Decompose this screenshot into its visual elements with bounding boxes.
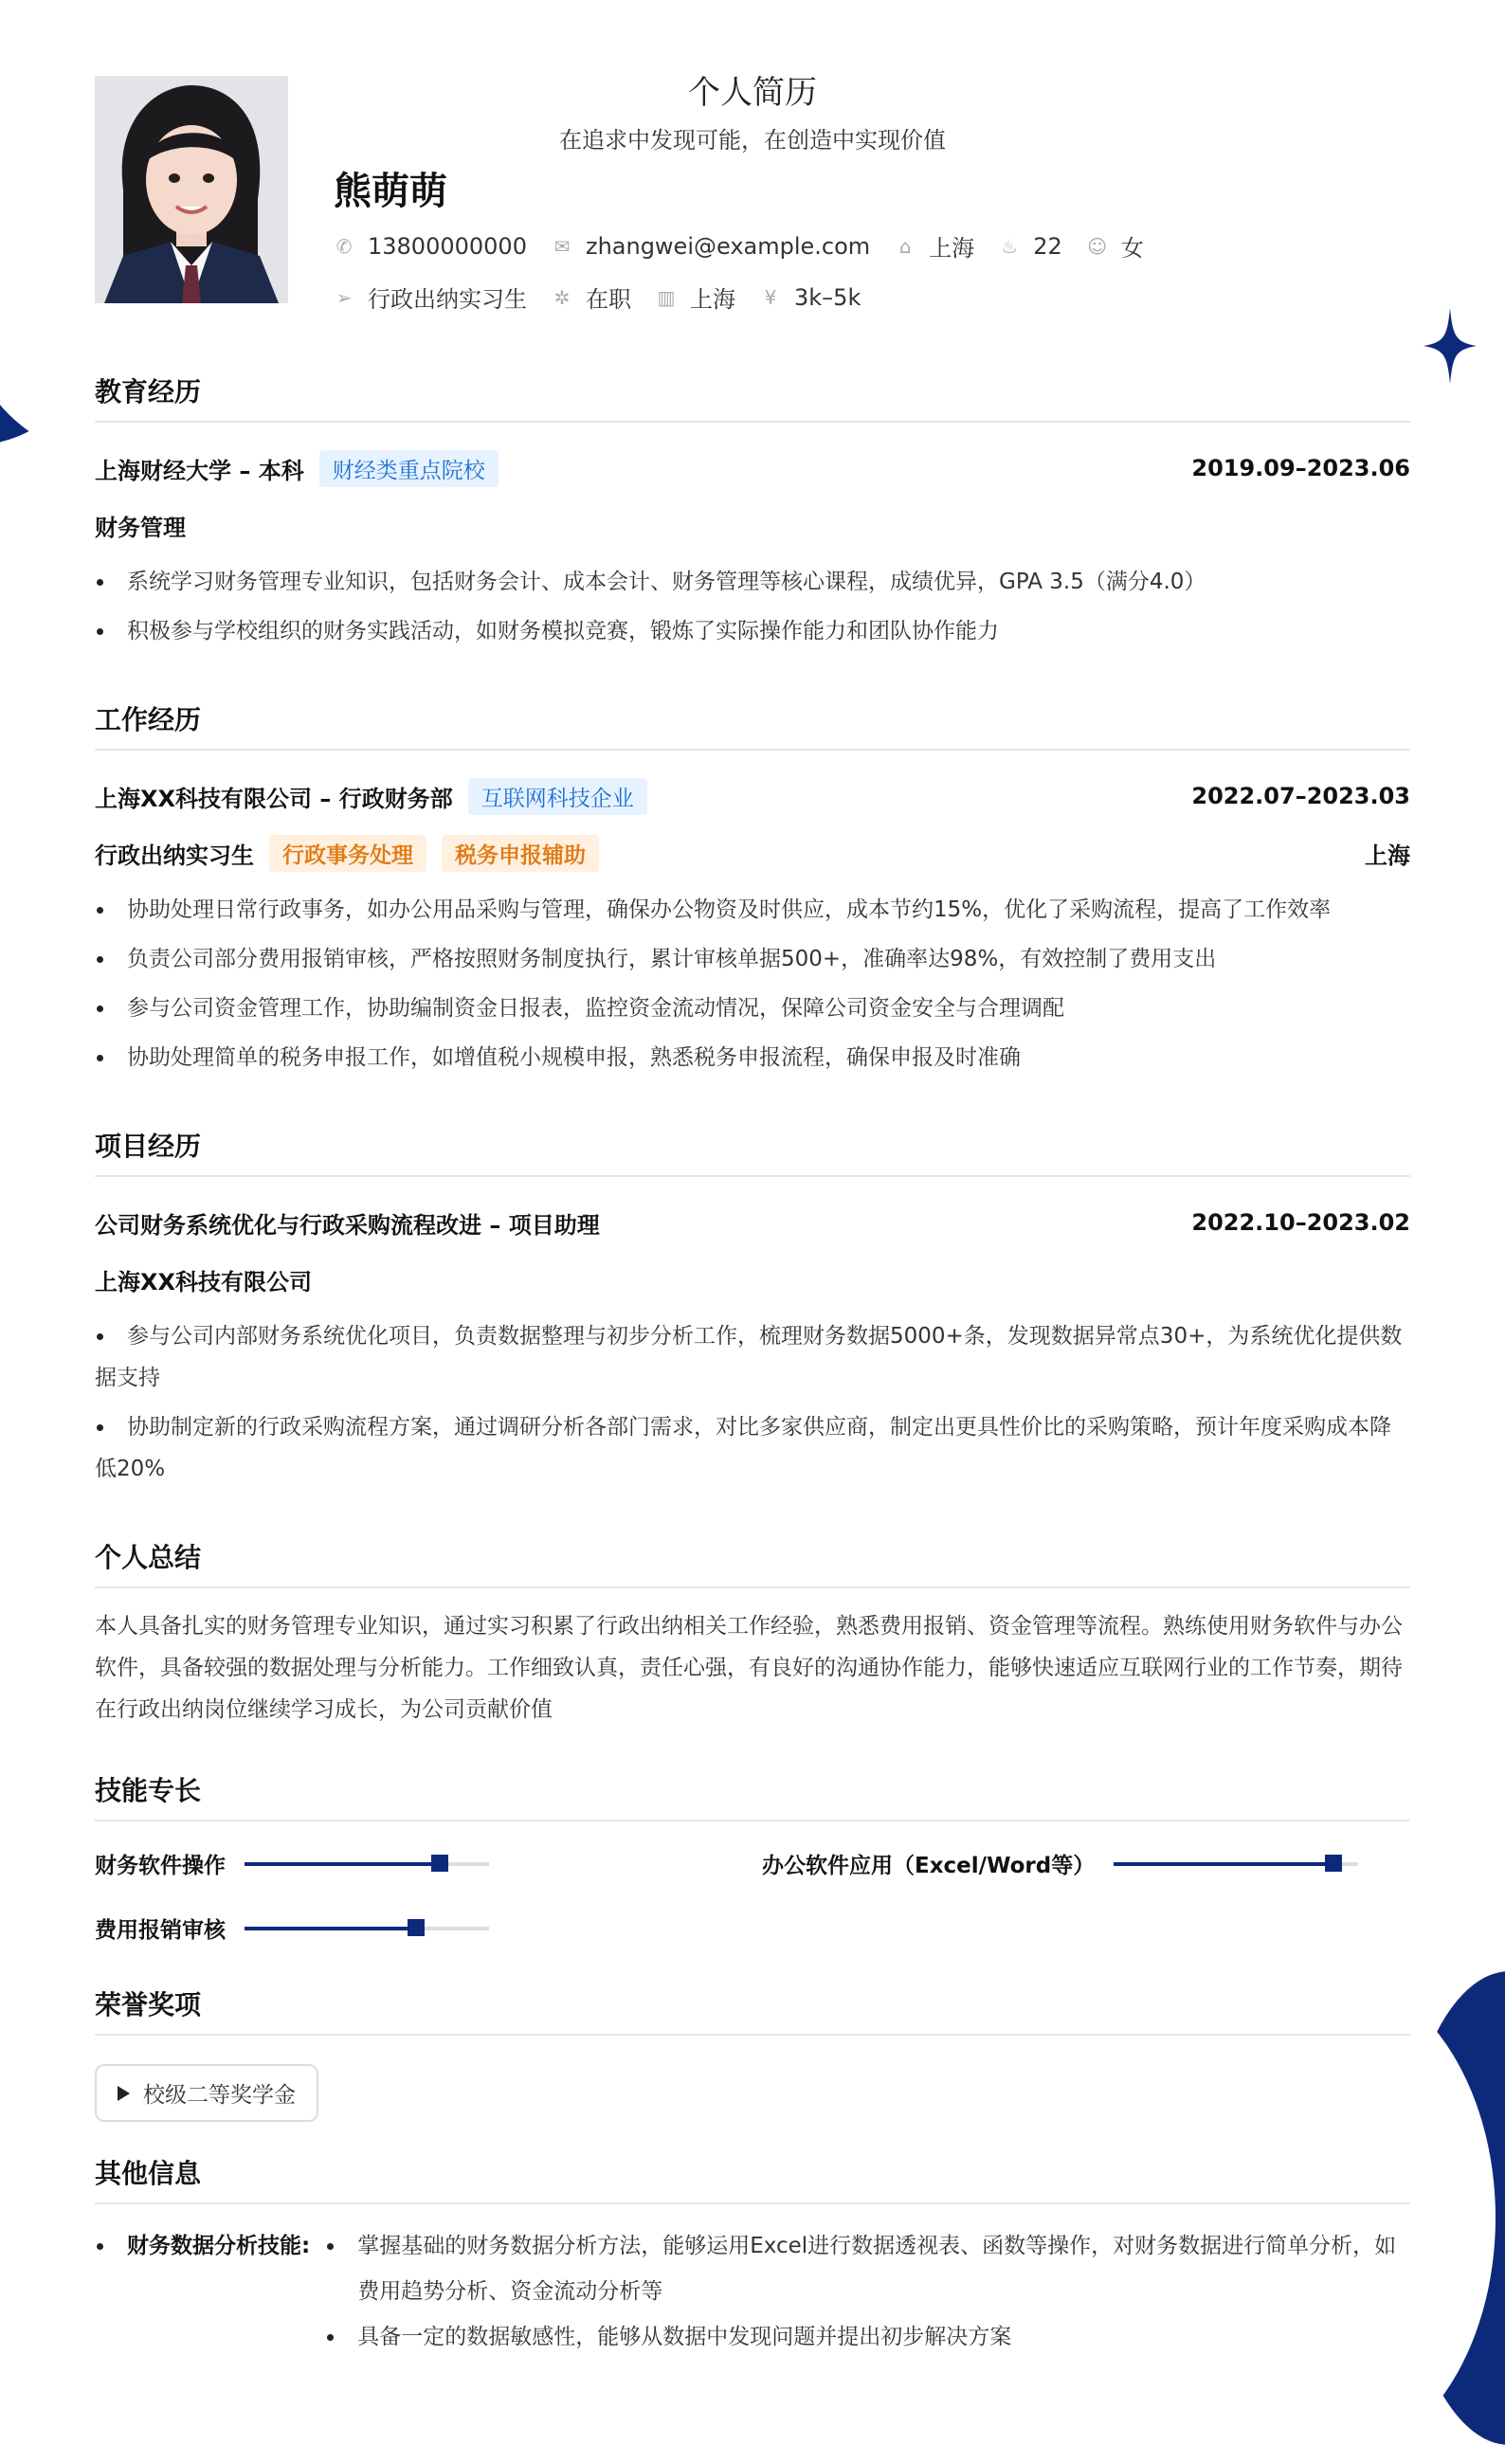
project-company: 上海XX科技有限公司	[95, 1268, 313, 1295]
project-bullets	[95, 1315, 1410, 1490]
skill-bar-knob	[1325, 1855, 1342, 1872]
list-item: 参与公司内部财务系统优化项目，负责数据整理与初步分析工作，梳理财务数据5000+条，发现数据异常点30+，为系统优化提供数据支持	[95, 1315, 1410, 1399]
education-header	[95, 447, 1410, 489]
skill-name: 办公软件应用（Excel/Word等）	[762, 1854, 1096, 1878]
work-header	[95, 775, 1410, 817]
section-title: 个人总结	[95, 1537, 1410, 1588]
contact-age: ♨ 22	[999, 233, 1062, 260]
project-date: 2022.10–2023.02	[1191, 1209, 1410, 1236]
list-item: 协助制定新的行政采购流程方案，通过调研分析各部门需求，对比多家供应商，制定出更具性价比的采购策略，预计年度采购成本降低20%	[95, 1406, 1410, 1490]
education-major: 财务管理	[95, 514, 186, 541]
job-salary: ¥ 3k–5k	[760, 284, 861, 311]
school-tag: 财经类重点院校	[319, 450, 499, 487]
other-skill-label: 财务数据分析技能:	[95, 2223, 310, 2360]
section-title: 荣誉奖项	[95, 1984, 1410, 2036]
skill-bar-knob	[408, 1919, 425, 1936]
summary-text: 本人具备扎实的财务管理专业知识，通过实习积累了行政出纳相关工作经验，熟悉费用报销、资金管理等流程。熟练使用财务软件与办公软件，具备较强的数据处理与分析能力。工作细致认真，责任心强，有良好的沟通协作能力，能够快速适应互联网行业的工作节奏，期待在行政出纳岗位继续学习成长，为公司贡献价值	[95, 1614, 1403, 1722]
education-section	[95, 371, 1410, 652]
skill-bar-fill	[245, 1927, 416, 1930]
skills-section	[95, 1770, 1410, 1960]
award-item: 校级二等奖学金	[95, 2064, 318, 2122]
list-item: 系统学习财务管理专业知识，包括财务会计、成本会计、财务管理等核心课程，成绩优异，GPA 3.5（满分4.0）	[95, 561, 1410, 603]
section-title: 教育经历	[95, 371, 1410, 423]
work-role: 行政出纳实习生	[95, 842, 254, 869]
work-date: 2022.07–2023.03	[1191, 783, 1410, 809]
home-icon: ⌂	[898, 234, 912, 258]
yen-icon: ¥	[764, 285, 777, 309]
list-item: 掌握基础的财务数据分析方法，能够运用Excel进行数据透视表、函数等操作，对财务数据进行简单分析，如费用趋势分析、资金流动分析等	[325, 2223, 1410, 2314]
skill-bar-fill	[1114, 1862, 1333, 1866]
project-section	[95, 1126, 1410, 1490]
contact-city: ⌂ 上海	[895, 229, 974, 263]
project-name: 公司财务系统优化与行政采购流程改进 – 项目助理	[95, 1211, 600, 1239]
project-company-row	[95, 1259, 1410, 1300]
list-item: 负责公司部分费用报销审核，严格按照财务制度执行，累计审核单据500+，准确率达98%，有效控制了费用支出	[95, 938, 1410, 980]
list-item: 积极参与学校组织的财务实践活动，如财务模拟竞赛，锻炼了实际操作能力和团队协作能力	[95, 610, 1410, 652]
building-icon: ▥	[657, 285, 676, 309]
section-title: 技能专长	[95, 1770, 1410, 1821]
company-name: 上海XX科技有限公司 – 行政财务部	[95, 785, 453, 812]
job-intent-row	[334, 281, 885, 314]
skill-bar	[245, 1862, 489, 1866]
summary-section	[95, 1537, 1410, 1730]
contact-email: ✉ zhangwei@example.com	[552, 233, 870, 260]
other-skill-row	[95, 2223, 1410, 2360]
skill-item	[762, 1848, 1358, 1879]
work-bullets	[95, 889, 1410, 1078]
skill-bar	[1114, 1862, 1358, 1866]
skill-name: 费用报销审核	[95, 1918, 226, 1943]
page-subtitle: 在追求中发现可能，在创造中实现价值	[559, 127, 946, 154]
role-tag: 行政事务处理	[269, 835, 426, 872]
role-tag: 税务申报辅助	[442, 835, 599, 872]
honors-section	[95, 1984, 1410, 2122]
gender-icon: ☺	[1087, 234, 1108, 258]
send-icon: ➢	[335, 285, 353, 309]
cake-icon: ♨	[1001, 234, 1019, 258]
skill-bar-fill	[245, 1862, 440, 1866]
section-title: 工作经历	[95, 699, 1410, 751]
play-icon	[118, 2086, 130, 2101]
skill-name: 财务软件操作	[95, 1854, 226, 1878]
job-status: ✲ 在职	[552, 281, 631, 314]
skill-item	[95, 1848, 489, 1879]
mail-icon: ✉	[553, 234, 571, 258]
section-title: 其他信息	[95, 2153, 1410, 2204]
contact-row	[334, 229, 1169, 263]
education-major-row	[95, 504, 1410, 546]
skill-bar	[245, 1927, 489, 1930]
section-title: 项目经历	[95, 1126, 1410, 1177]
job-city: ▥ 上海	[657, 285, 735, 313]
work-location: 上海	[1365, 842, 1410, 869]
skill-item	[95, 1912, 489, 1944]
phone-icon: ✆	[335, 234, 353, 258]
list-item: 具备一定的数据敏感性，能够从数据中发现问题并提出初步解决方案	[325, 2314, 1410, 2360]
contact-gender: ☺ 女	[1087, 234, 1144, 262]
page-title: 个人简历	[688, 74, 817, 112]
list-item: 协助处理简单的税务申报工作，如增值税小规模申报，熟悉税务申报流程，确保申报及时准确	[95, 1037, 1410, 1078]
other-skill-items	[325, 2223, 1410, 2360]
education-bullets	[95, 561, 1410, 652]
work-section	[95, 699, 1410, 1078]
education-date: 2019.09–2023.06	[1191, 455, 1410, 481]
list-item: 协助处理日常行政事务，如办公用品采购与管理，确保办公物资及时供应，成本节约15%，优化了采购流程，提高了工作效率	[95, 889, 1410, 931]
job-position: ➢ 行政出纳实习生	[334, 281, 527, 314]
company-tag: 互联网科技企业	[468, 778, 647, 815]
school-name: 上海财经大学 – 本科	[95, 457, 304, 484]
project-header	[95, 1202, 1410, 1243]
candidate-name: 熊萌萌	[334, 170, 447, 213]
skill-bar-knob	[431, 1855, 448, 1872]
other-section	[95, 2153, 1410, 2360]
star-icon	[1423, 308, 1477, 384]
list-item: 参与公司资金管理工作，协助编制资金日报表，监控资金流动情况，保障公司资金安全与合理调配	[95, 987, 1410, 1029]
contact-phone: ✆ 13800000000	[334, 233, 527, 260]
work-role-row	[95, 832, 1410, 874]
status-icon: ✲	[553, 285, 571, 309]
